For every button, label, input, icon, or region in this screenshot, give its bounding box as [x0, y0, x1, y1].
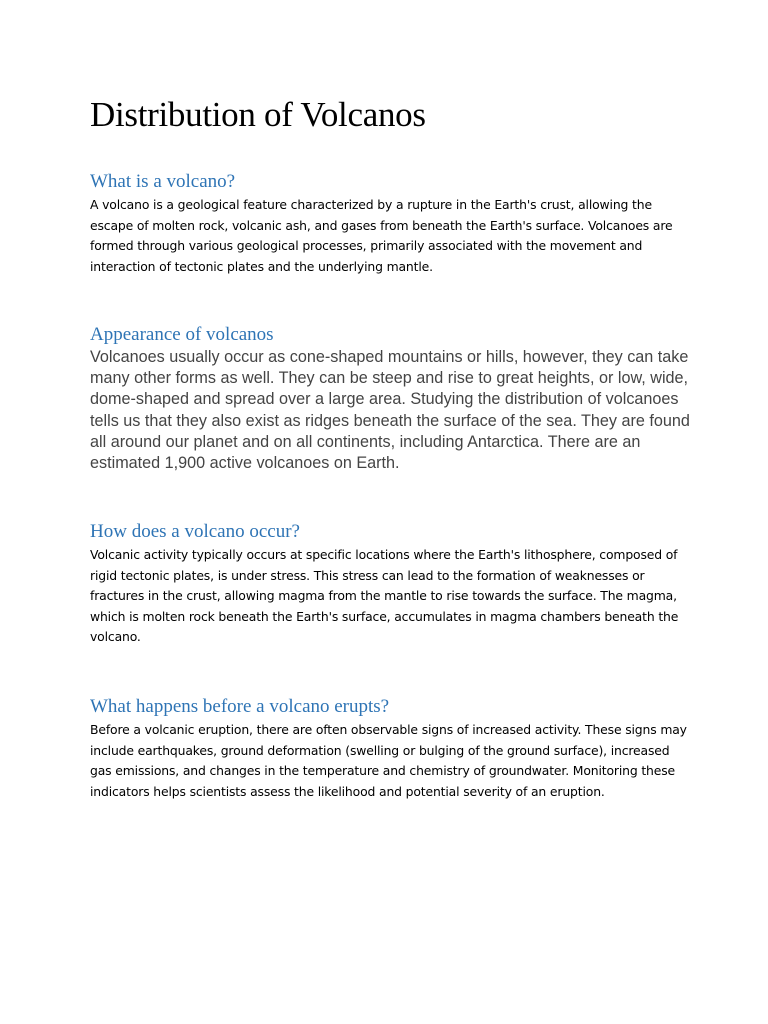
- section-heading-how-occur: How does a volcano occur?: [90, 521, 300, 542]
- section-body-appearance: Volcanoes usually occur as cone-shaped mountains or hills, however, they can take many other forms as well. They can be steep and rise to great heights, or low, wide, dome-shaped and spread over a large area. Studying the distribution of volcanoes tells us that they also exist as ridges beneath the surface of the sea. They are found all around our planet and on all continents, including Antarctica. There are an estimated 1,900 active volcanoes on Earth.: [90, 348, 690, 473]
- section-heading-what-is-volcano: What is a volcano?: [90, 171, 236, 192]
- section-body-what-is-volcano: A volcano is a geological feature characterized by a rupture in the Earth's crust, allowing the escape of molten rock, volcanic ash, and gases from beneath the Earth's surface. Volcanoes are formed through various geological processes, primarily associated with the movement and interaction of tectonic plates and the underlying mantle.: [90, 197, 673, 274]
- section-body-before-erupt: Before a volcanic eruption, there are often observable signs of increased activity. These signs may include earthquakes, ground deformation (swelling or bulging of the ground surface), increased gas emissions, and changes in the temperature and chemistry of groundwater. Monitoring these indicators helps scientists assess the likelihood and potential severity of an eruption.: [90, 722, 687, 799]
- document-title: Distribution of Volcanos: [90, 95, 426, 134]
- section-heading-appearance: Appearance of volcanos: [90, 324, 274, 345]
- document-content: [90, 94, 690, 799]
- section-heading-before-erupt: What happens before a volcano erupts?: [90, 696, 390, 717]
- section-body-how-occur: Volcanic activity typically occurs at specific locations where the Earth's lithosphere, composed of rigid tectonic plates, is under stress. This stress can lead to the formation of weaknesses or fractures in the crust, allowing magma from the mantle to rise towards the surface. The magma, which is molten rock beneath the Earth's surface, accumulates in magma chambers beneath the volcano.: [90, 547, 679, 645]
